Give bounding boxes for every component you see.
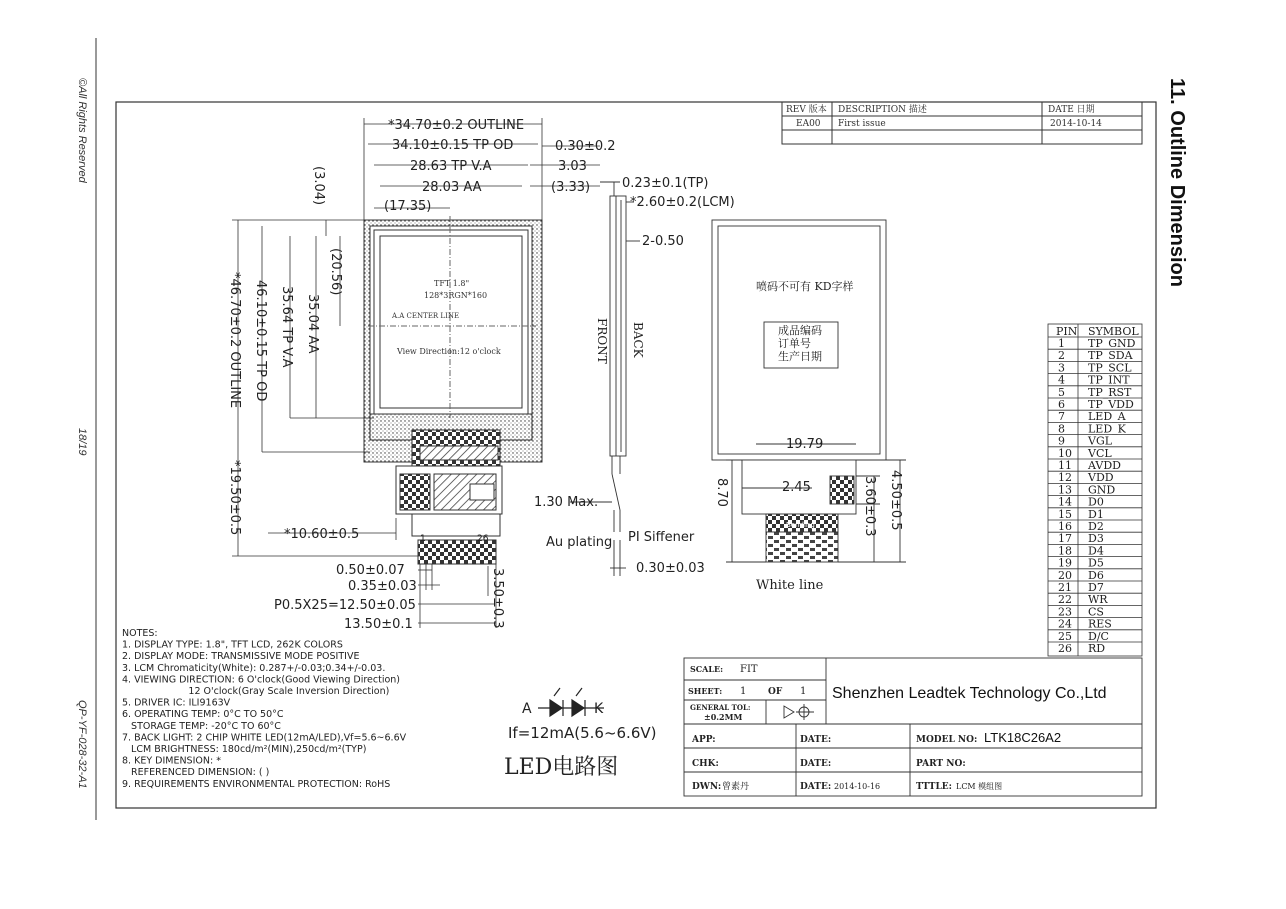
dim-fpc-total: 13.50±0.1 <box>344 617 413 632</box>
dim-870: 8.70 <box>714 478 729 507</box>
dim-030-thickness: 0.30±0.03 <box>636 561 705 576</box>
pin-number: 11 <box>1058 459 1072 472</box>
pin-symbol: CS <box>1088 605 1104 619</box>
pin-number: 25 <box>1058 629 1072 643</box>
note-line: 3. LCM Chromaticity(White): 0.287+/-0.03;0.34+/-0.03. <box>122 662 386 674</box>
resolution-label: 128*3RGN*160 <box>424 291 488 300</box>
rights-label: ©All Rights Reserved <box>76 78 88 183</box>
pin-number: 22 <box>1058 593 1072 607</box>
rev-cell-rev: EA00 <box>796 119 821 129</box>
dim-fpc-tail: 3.50±0.3 <box>490 568 505 629</box>
pin-symbol: D7 <box>1088 581 1104 594</box>
of-label: OF <box>768 687 783 697</box>
rev-cell-desc: First issue <box>838 119 886 129</box>
rev-header-desc: DESCRIPTION 描述 <box>838 105 927 115</box>
dim-360: 3.60±0.3 <box>862 476 877 537</box>
front-label: FRONT <box>595 318 609 364</box>
pin-symbol: VGL <box>1088 434 1113 448</box>
note-line: NOTES: <box>122 628 158 639</box>
pin-symbol: D3 <box>1088 532 1104 546</box>
pin-symbol: TP_SDA <box>1088 349 1133 363</box>
pin-last-label: 26 <box>477 534 489 544</box>
note-line: 5. DRIVER IC: ILI9163V <box>122 697 231 709</box>
pin-number: 3 <box>1058 361 1065 375</box>
note-line: 2. DISPLAY MODE: TRANSMISSIVE MODE POSITIVE <box>122 651 360 663</box>
of-value: 1 <box>800 686 807 697</box>
dim-tp-od-height: 46.10±0.15 TP OD <box>253 280 268 402</box>
dwn-value: 曾素丹 <box>722 782 750 792</box>
rev-header-date: DATE 日期 <box>1048 105 1095 115</box>
sheet-value: 1 <box>740 686 747 697</box>
back-box-line-3: 生产日期 <box>778 350 822 363</box>
pin-number: 13 <box>1058 483 1072 497</box>
pi-stiffener-label: PI Siffener <box>628 530 695 545</box>
pin-header: PIN <box>1056 325 1078 338</box>
pin-symbol: TP_INT <box>1088 373 1130 387</box>
pin-number: 5 <box>1058 385 1065 399</box>
note-line: 9. REQUIREMENTS ENVIRONMENTAL PROTECTION: RoHS <box>122 778 391 790</box>
date-label-1: DATE: <box>800 735 832 745</box>
au-plating-label: Au plating <box>546 535 613 550</box>
dim-fpc-width: *10.60±0.5 <box>284 527 360 542</box>
pin-number: 4 <box>1058 373 1065 387</box>
note-line: LCM BRIGHTNESS: 180cd/m²(MIN),250cd/m²(TYP) <box>122 744 367 755</box>
pin-symbol: LED_K <box>1088 422 1126 436</box>
scale-label: SCALE: <box>690 664 724 674</box>
title-label: TTTLE: <box>916 782 952 792</box>
pin-symbol: LED_A <box>1088 410 1126 424</box>
pin-number: 7 <box>1058 410 1065 424</box>
pin-symbol: GND <box>1088 483 1116 497</box>
pin-number: 9 <box>1058 434 1065 448</box>
pin-number: 19 <box>1058 556 1072 570</box>
section-title: 11. Outline Dimension <box>1166 78 1188 287</box>
tol-value: ±0.2MM <box>704 712 743 722</box>
dim-2056: (20.56) <box>328 248 343 296</box>
part-label: PART NO: <box>916 759 966 769</box>
led-anode: A <box>522 701 532 717</box>
bending-label: Bending <box>786 521 815 529</box>
dim-aa-width: 28.03 AA <box>422 180 482 195</box>
notes <box>122 628 407 790</box>
pin-number: 24 <box>1058 617 1072 631</box>
note-line: 7. BACK LIGHT: 2 CHIP WHITE LED(12mA/LED),Vf=5.6~6.6V <box>122 732 407 744</box>
doc-code: QP-YF-028-32-A1 <box>76 700 88 789</box>
back-box-line-2: 订单号 <box>778 337 811 350</box>
pin-number: 26 <box>1058 642 1072 655</box>
pin-number: 14 <box>1058 495 1072 509</box>
note-line: 1. DISPLAY TYPE: 1.8", TFT LCD, 262K COLORS <box>122 639 343 651</box>
dim-tp-thickness: 0.23±0.1(TP) <box>622 176 709 191</box>
pin-symbol: D5 <box>1088 556 1104 570</box>
pin-symbol: TP_GND <box>1088 337 1136 350</box>
side-view <box>570 182 640 576</box>
dim-130-max: 1.30 Max. <box>534 495 599 510</box>
dim-lcm-thickness: *2.60±0.2(LCM) <box>630 195 735 210</box>
pin-number: 2 <box>1058 349 1065 363</box>
pin-number: 6 <box>1058 398 1065 411</box>
date-label-2: DATE: <box>800 759 832 769</box>
dim-fpc-height: *19.50±0.5 <box>227 460 242 536</box>
back-label: BACK <box>631 322 645 358</box>
revision-table <box>782 102 1142 144</box>
dim-2-050: 2-0.50 <box>642 234 684 249</box>
pin-number: 12 <box>1058 471 1072 485</box>
dim-030: 0.30±0.2 <box>555 139 616 154</box>
back-box-line-1: 成品编码 <box>778 324 822 337</box>
title-value: LCM 模组图 <box>956 782 1003 791</box>
model-label: MODEL NO: <box>916 735 978 745</box>
symbol-header: SYMBOL <box>1088 325 1139 338</box>
pin-symbol: D6 <box>1088 568 1104 582</box>
note-line: 6. OPERATING TEMP: 0°C TO 50°C <box>122 709 284 721</box>
dim-pin-width: 0.50±0.07 <box>336 563 405 578</box>
pin-symbol: WR <box>1088 593 1108 607</box>
pin-symbol: RD <box>1088 642 1106 655</box>
dim-tp-od-width: 34.10±0.15 TP OD <box>392 138 514 153</box>
dim-1735: (17.35) <box>384 199 432 214</box>
pin-number: 8 <box>1058 422 1065 436</box>
chk-label: CHK: <box>692 759 719 769</box>
pin-symbol: VCL <box>1088 446 1112 460</box>
pin-number: 10 <box>1058 446 1072 460</box>
pin-symbol: D2 <box>1088 520 1104 533</box>
pin-number: 21 <box>1058 581 1072 594</box>
dim-303: 3.03 <box>558 159 587 174</box>
dim-outline-width: *34.70±0.2 OUTLINE <box>388 118 525 133</box>
note-line: 8. KEY DIMENSION: * <box>122 755 221 767</box>
company-name: Shenzhen Leadtek Technology Co.,Ltd <box>832 685 1107 702</box>
date-value-3: 2014-10-16 <box>834 782 881 791</box>
pin-number: 17 <box>1058 532 1072 546</box>
dim-aa-height: 35.04 AA <box>305 294 320 354</box>
scale-value: FIT <box>740 664 758 675</box>
pin-number: 1 <box>1058 337 1065 350</box>
led-cathode: K <box>594 701 604 717</box>
dim-304: (3.04) <box>311 166 326 206</box>
tft-label: TFT 1.8" <box>434 279 470 288</box>
rev-cell-date: 2014-10-14 <box>1050 119 1102 129</box>
pin-symbol: VDD <box>1088 471 1114 485</box>
dim-245: 2.45 <box>782 480 811 495</box>
dim-outline-height: *46.70±0.2 OUTLINE <box>227 272 242 409</box>
tol-label: GENERAL TOL: <box>690 703 751 712</box>
pin-symbol: TP_RST <box>1088 385 1132 399</box>
dim-pin-gap: 0.35±0.03 <box>348 579 417 594</box>
pin-symbol: D1 <box>1088 507 1104 521</box>
dim-333: (3.33) <box>551 180 591 195</box>
pin-symbol: D4 <box>1088 544 1104 558</box>
pin-first-label: 1 <box>420 534 426 544</box>
pin-symbol: TP_VDD <box>1088 398 1134 411</box>
white-line-label: White line <box>756 578 824 593</box>
pin-symbol: RES <box>1088 617 1112 631</box>
note-line: REFERENCED DIMENSION: ( ) <box>122 767 270 779</box>
dim-tp-va-width: 28.63 TP V.A <box>410 159 492 174</box>
note-line: STORAGE TEMP: -20°C TO 60°C <box>122 720 281 732</box>
led-caption: LED电路图 <box>504 755 619 780</box>
page-number: 18/19 <box>76 428 88 456</box>
pin-symbol: AVDD <box>1088 459 1121 472</box>
note-line: 12 O'clock(Gray Scale Inversion Direction) <box>122 686 390 697</box>
dim-pitch: P0.5X25=12.50±0.05 <box>274 598 416 613</box>
pin-number: 23 <box>1058 605 1072 619</box>
app-label: APP: <box>692 735 716 745</box>
note-line: 4. VIEWING DIRECTION: 6 O'clock(Good Viewing Direction) <box>122 674 401 686</box>
model-value: LTK18C26A2 <box>984 730 1062 745</box>
aa-center-line-label: A.A CENTER LINE <box>392 312 460 320</box>
front-view <box>364 216 542 564</box>
pin-number: 20 <box>1058 568 1072 582</box>
pin-number: 18 <box>1058 544 1072 558</box>
title-block <box>684 658 1142 796</box>
date-label-3: DATE: <box>800 782 832 792</box>
back-note: 喷码不可有 KD字样 <box>756 280 854 293</box>
dim-450: 4.50±0.5 <box>888 470 903 531</box>
pin-symbol: D0 <box>1088 495 1104 509</box>
sheet-label: SHEET: <box>688 686 723 696</box>
led-current: If=12mA(5.6~6.6V) <box>508 724 657 742</box>
rev-header-rev: REV 版本 <box>786 105 827 115</box>
pin-symbol: TP_SCL <box>1088 361 1132 375</box>
dwn-label: DWN: <box>692 782 722 792</box>
dim-tp-va-height: 35.64 TP V.A <box>279 286 294 368</box>
pin-number: 15 <box>1058 507 1072 521</box>
pin-number: 16 <box>1058 520 1072 533</box>
view-direction-label: View Direction:12 o'clock <box>397 347 501 356</box>
dim-1979: 19.79 <box>786 437 824 452</box>
pin-symbol: D/C <box>1088 629 1109 643</box>
